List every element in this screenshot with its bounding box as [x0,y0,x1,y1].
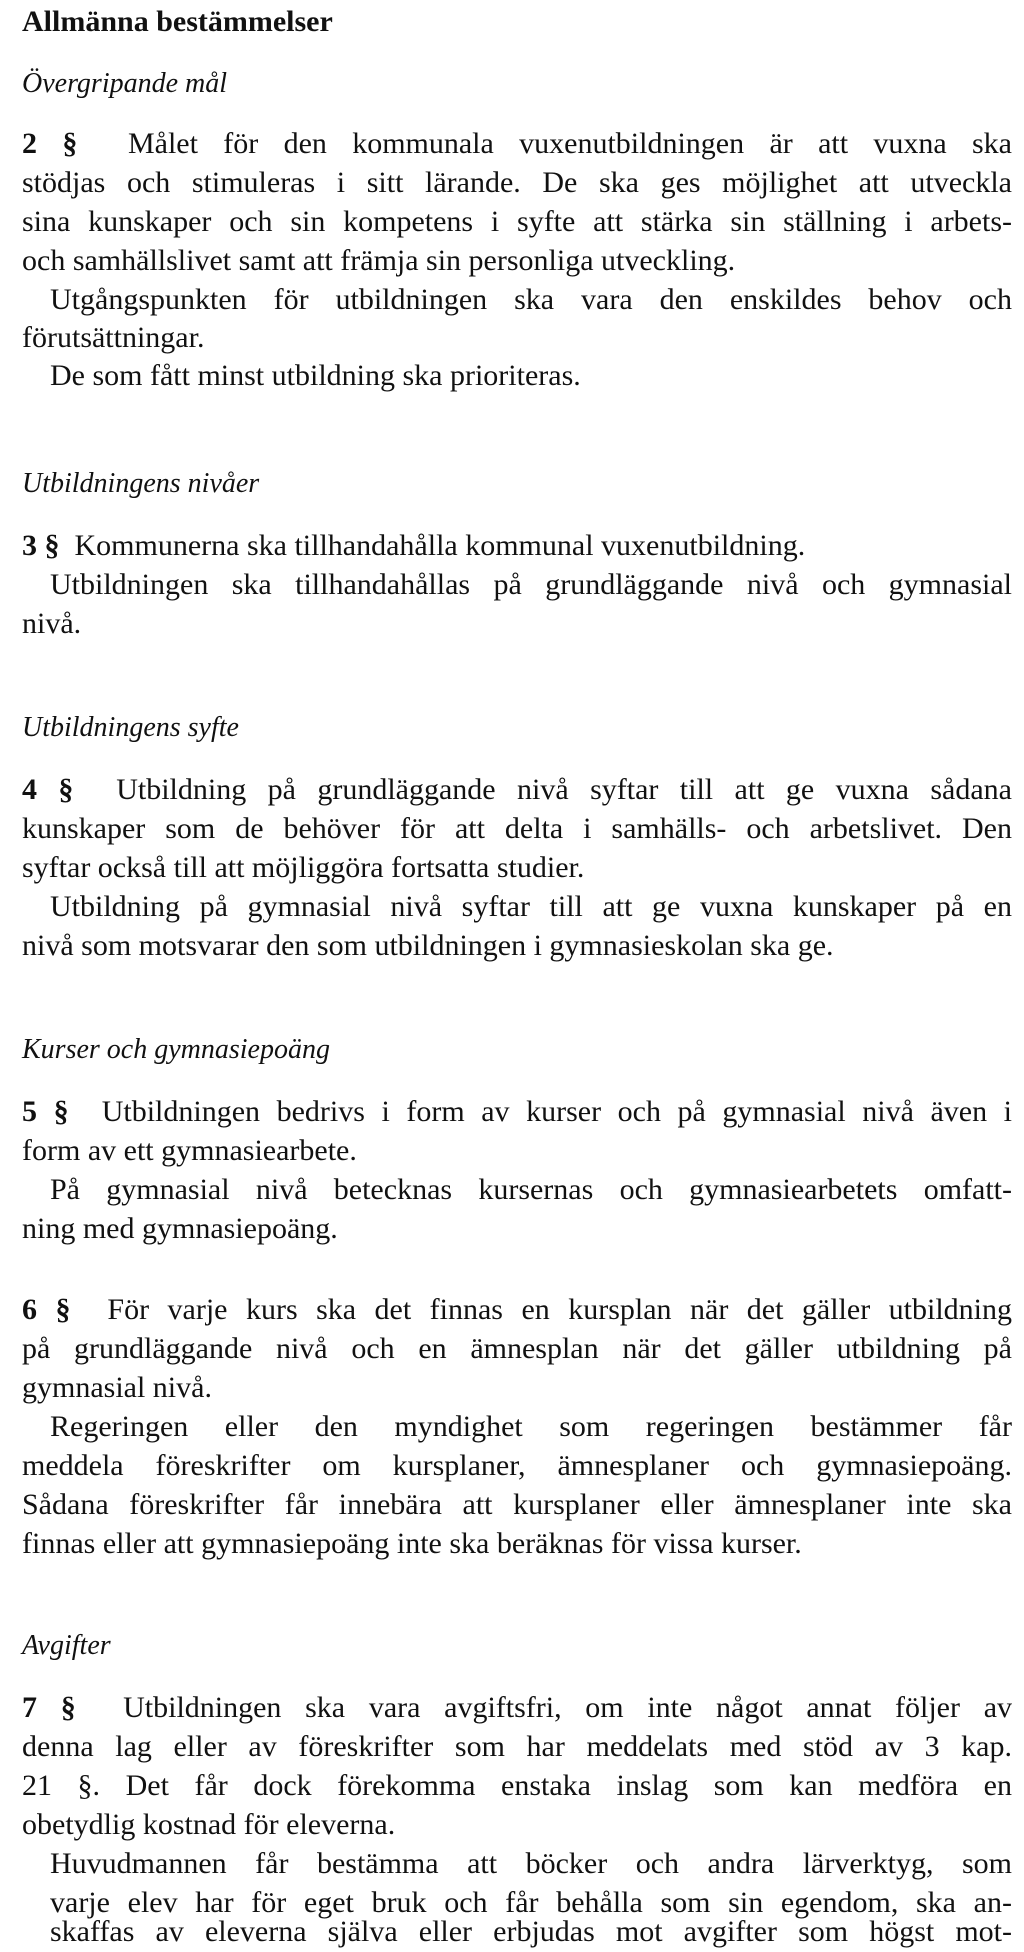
paragraph-line: kunskaper som de behöver för att delta i samhälls- och arbetslivet. Den [22,812,1012,845]
paragraph-line: Utgångspunkten för utbildningen ska vara den enskildes behov och [50,283,1012,316]
section-sign: § [53,1095,69,1128]
paragraph-line: 21 §. Det får dock förekomma enstaka inslag som kan medföra en [22,1769,1012,1802]
paragraph-line [22,124,1012,164]
chapter-heading: Allmänna bestämmelser [22,5,333,38]
paragraph-line: form av ett gymnasiearbete. [22,1134,357,1167]
paragraph-line: obetydlig kostnad för eleverna. [22,1808,396,1841]
section-sign: § [60,1691,76,1724]
paragraph-line: denna lag eller av föreskrifter som har meddelats med stöd av 3 kap. [22,1730,1012,1763]
paragraph-line: finnas eller att gymnasiepoäng inte ska beräknas för vissa kurser. [22,1527,802,1560]
paragraph-line: Huvudmannen får bestämma att böcker och andra lärverktyg, som [50,1847,1012,1880]
paragraph-line: på grundläggande nivå och en ämnesplan när det gäller utbildning på [22,1332,1012,1365]
paragraph-line [22,1092,1012,1132]
paragraph-line: stödjas och stimuleras i sitt lärande. De ska ges möjlighet att utveckla [22,166,1012,199]
paragraph-line: De som fått minst utbildning ska prioriteras. [50,359,581,392]
paragraph-text: Kommunerna ska tillhandahålla kommunal vuxenutbildning. [74,529,806,562]
paragraph-line: Utbildning på gymnasial nivå syftar till att ge vuxna kunskaper på en [50,890,1012,923]
paragraph-line: meddela föreskrifter om kursplaner, ämnesplaner och gymnasiepoäng. [22,1449,1012,1482]
paragraph-line: På gymnasial nivå betecknas kursernas och gymnasiearbetets omfatt- [50,1173,1012,1206]
section-heading: Kurser och gymnasiepoäng [22,1034,330,1065]
paragraph-line: Sådana föreskrifter får innebära att kursplaner eller ämnesplaner inte ska [22,1488,1012,1521]
paragraph-line: gymnasial nivå. [22,1371,212,1404]
paragraph-line [22,1688,1012,1728]
paragraph-text: Utbildningen ska vara avgiftsfri, om inte något annat följer av [123,1691,1013,1724]
paragraph-line: nivå. [22,607,82,640]
paragraph-number: 2 [22,127,37,160]
paragraph-number: 7 [22,1691,37,1724]
paragraph-line [22,1290,1012,1330]
paragraph-line: sina kunskaper och sin kompetens i syfte att stärka sin ställning i arbets- [22,205,1012,238]
paragraph-text: Utbildningen bedrivs i form av kurser och på gymnasial nivå även i [101,1095,1012,1128]
section-sign: § [55,1293,71,1326]
paragraph-text: För varje kurs ska det finnas en kursplan när det gäller utbildning [107,1293,1012,1326]
section-heading: Utbildningens nivåer [22,468,260,499]
paragraph-line: förutsättningar. [22,321,205,354]
paragraph-text: Utbildning på grundläggande nivå syftar till att ge vuxna sådana [116,773,1012,806]
paragraph-line: syftar också till att möjliggöra fortsatta studier. [22,851,585,884]
paragraph-number: 3 [22,529,37,562]
section-heading: Avgifter [22,1630,111,1661]
paragraph-line: ning med gymnasiepoäng. [22,1212,338,1245]
section-sign: § [58,773,74,806]
paragraph-line: Utbildningen ska tillhandahållas på grundläggande nivå och gymnasial [50,568,1012,601]
paragraph-line [22,526,1012,566]
paragraph-text: Målet för den kommunala vuxenutbildningen är att vuxna ska [127,127,1013,160]
paragraph-number: 4 [22,773,37,806]
paragraph-line: skaffas av eleverna själva eller erbjudas mot avgifter som högst mot- [50,1915,1012,1948]
paragraph-line: Regeringen eller den myndighet som regeringen bestämmer får [50,1410,1012,1443]
section-sign: § [44,529,60,562]
section-heading: Utbildningens syfte [22,712,239,743]
paragraph-line: varje elev har för eget bruk och får behålla som sin egendom, ska an- [50,1886,1012,1919]
paragraph-line: och samhällslivet samt att främja sin personliga utveckling. [22,244,736,277]
paragraph-line [22,770,1012,810]
paragraph-number: 6 [22,1293,37,1326]
paragraph-number: 5 [22,1095,37,1128]
paragraph-line: nivå som motsvarar den som utbildningen i gymnasieskolan ska ge. [22,929,834,962]
section-sign: § [62,127,78,160]
section-heading: Övergripande mål [22,68,228,99]
